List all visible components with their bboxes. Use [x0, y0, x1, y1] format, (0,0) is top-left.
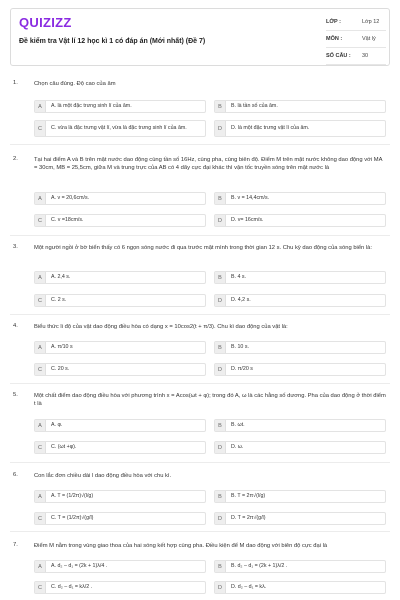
option-letter: A — [35, 491, 46, 502]
option-text: A. π/10 s — [51, 344, 73, 351]
option-letter: B — [215, 491, 226, 502]
option-text: B. v = 14,4cm/s. — [231, 195, 270, 202]
option-letter: B — [215, 101, 226, 112]
option-text: B. ωt. — [231, 422, 245, 429]
option-a[interactable] — [34, 341, 206, 354]
option-letter: B — [215, 420, 226, 431]
divider — [10, 235, 390, 236]
option-text: D. 4,2 s. — [231, 297, 251, 304]
question-text: Biểu thức li độ của vật dao động điều hòa có dạng x = 10cos2(t + π/3). Chu kì dao động của vật là: — [34, 324, 288, 330]
option-c[interactable] — [34, 363, 206, 376]
option-c[interactable] — [34, 120, 206, 137]
option-a[interactable] — [34, 100, 206, 113]
question-text: Một người ngồi ở bờ biển thấy có 6 ngọn sóng nước đi qua trước mặt mình trong thời gian 12 s. Chu kỳ dao động của sóng biển là: — [34, 245, 373, 251]
option-letter: A — [35, 101, 46, 112]
option-c[interactable] — [34, 581, 206, 594]
option-d[interactable] — [214, 581, 386, 594]
option-letter: C — [35, 364, 46, 375]
option-text: C. (ωt +φ). — [51, 444, 77, 451]
option-letter: A — [35, 342, 46, 353]
question-number: 3. — [13, 244, 18, 250]
option-b[interactable] — [214, 341, 386, 354]
option-text: C. v =18cm/s. — [51, 217, 84, 224]
option-b[interactable] — [214, 490, 386, 503]
option-text: C. 20 s. — [51, 366, 70, 373]
question-text: Điểm M nằm trong vùng giao thoa của hai sóng kết hợp cùng pha. Điều kiện để M dao động với biên độ cực đại là — [34, 543, 328, 549]
option-letter: B — [215, 561, 226, 572]
option-b[interactable] — [214, 271, 386, 284]
option-a[interactable] — [34, 271, 206, 284]
option-letter: A — [35, 193, 46, 204]
option-letter: D — [215, 215, 226, 226]
option-b[interactable] — [214, 419, 386, 432]
option-text: C. 2 s. — [51, 297, 67, 304]
divider — [10, 531, 390, 532]
option-text: A. φ. — [51, 422, 63, 429]
option-letter: D — [215, 582, 226, 593]
question-number: 5. — [13, 392, 18, 398]
meta-label: MÔN : — [326, 36, 343, 42]
option-letter: D — [215, 121, 226, 136]
option-c[interactable] — [34, 512, 206, 525]
divider — [10, 144, 390, 145]
question-text: Chọn câu đúng. Độ cao của âm — [34, 81, 116, 87]
option-b[interactable] — [214, 192, 386, 205]
option-letter: A — [35, 561, 46, 572]
option-a[interactable] — [34, 192, 206, 205]
option-letter: A — [35, 272, 46, 283]
option-text: C. T = (1/2π)√(g/l) — [51, 515, 94, 522]
option-text: B. là tần số của âm. — [231, 103, 278, 110]
meta-row-class — [326, 16, 386, 31]
option-text: A. là một đặc trưng sinh lí của âm. — [51, 103, 132, 110]
option-text: D. d₂ – d₁ = kλ. — [231, 584, 267, 591]
option-text: A. 2,4 s. — [51, 274, 71, 281]
option-text: A. v = 20,6cm/s. — [51, 195, 90, 202]
option-text: B. d₂ – d₁ = (2k + 1)λ/2 . — [231, 563, 288, 570]
option-letter: C — [35, 295, 46, 306]
option-a[interactable] — [34, 560, 206, 573]
option-b[interactable] — [214, 560, 386, 573]
meta-panel — [326, 16, 386, 67]
option-letter: C — [35, 442, 46, 453]
option-letter: B — [215, 193, 226, 204]
option-c[interactable] — [34, 294, 206, 307]
question-number: 2. — [13, 156, 18, 162]
question-text: Con lắc đơn chiều dài l dao động điều hòa với chu kì. — [34, 473, 172, 479]
option-letter: C — [35, 513, 46, 524]
quizizz-logo: QUIZIZZ — [19, 15, 72, 30]
option-letter: B — [215, 272, 226, 283]
option-d[interactable] — [214, 512, 386, 525]
option-a[interactable] — [34, 419, 206, 432]
option-text: A. d₂ – d₁ = (2k + 1)λ/4 . — [51, 563, 108, 570]
option-b[interactable] — [214, 100, 386, 113]
question-number: 7. — [13, 542, 18, 548]
option-d[interactable] — [214, 441, 386, 454]
divider — [10, 462, 390, 463]
meta-value: 30 — [362, 53, 369, 59]
meta-row-count — [326, 50, 386, 65]
question-text: Một chất điểm dao động điều hòa với phương trình x = Acos(ωt + φ); trong đó A, ω là các hằng số dương. Pha của dao động ở thời điểm t là — [34, 393, 386, 407]
option-letter: D — [215, 513, 226, 524]
option-letter: D — [215, 442, 226, 453]
question-number: 4. — [13, 323, 18, 329]
option-text: B. T = 2π√(l/g) — [231, 493, 266, 500]
divider — [10, 314, 390, 315]
meta-label: SỐ CÂU : — [326, 53, 351, 59]
option-a[interactable] — [34, 490, 206, 503]
divider — [10, 383, 390, 384]
option-text: D. là một đặc trưng vật lí của âm. — [231, 125, 310, 132]
option-d[interactable] — [214, 294, 386, 307]
option-text: C. vừa là đặc trưng vật lí, vừa là đặc trưng sinh lí của âm. — [51, 125, 187, 132]
option-d[interactable] — [214, 363, 386, 376]
option-text: C. d₂ – d₁ = kλ/2 . — [51, 584, 93, 591]
question-number: 1. — [13, 80, 18, 86]
option-d[interactable] — [214, 214, 386, 227]
option-letter: A — [35, 420, 46, 431]
option-letter: D — [215, 364, 226, 375]
option-letter: B — [215, 342, 226, 353]
option-d[interactable] — [214, 120, 386, 137]
option-text: D. ω. — [231, 444, 244, 451]
question-number: 6. — [13, 472, 18, 478]
option-text: D. π/20 s — [231, 366, 253, 373]
meta-row-subject — [326, 33, 386, 48]
meta-label: LỚP : — [326, 19, 341, 25]
option-text: D. v= 16cm/s. — [231, 217, 264, 224]
option-c[interactable] — [34, 214, 206, 227]
option-text: A. T = (1/2π)√(l/g) — [51, 493, 94, 500]
question-text: Tại hai điểm A và B trên mặt nước dao động cùng tần số 16Hz, cùng pha, cùng biên độ. Điểm M trên mặt nước không dao động với MA = 30cm, MB = 25,5cm, giữa M và trung trực của AB có 4 dãy cực đại khác thì vận tốc truyền sóng trên mặt nước là — [34, 157, 383, 171]
option-text: B. 4 s. — [231, 274, 247, 281]
option-letter: C — [35, 215, 46, 226]
page-title: Đề kiểm tra Vật lí 12 học kì 1 có đáp án (Mới nhất) (Đề 7) — [19, 38, 206, 45]
meta-value: Lớp 12 — [362, 19, 380, 25]
option-c[interactable] — [34, 441, 206, 454]
option-letter: C — [35, 582, 46, 593]
option-text: D. T = 2π√(g/l) — [231, 515, 266, 522]
option-letter: D — [215, 295, 226, 306]
header-card — [10, 8, 390, 66]
option-letter: C — [35, 121, 46, 136]
option-text: B. 10 s. — [231, 344, 249, 351]
meta-value: Vật lý — [362, 36, 376, 42]
